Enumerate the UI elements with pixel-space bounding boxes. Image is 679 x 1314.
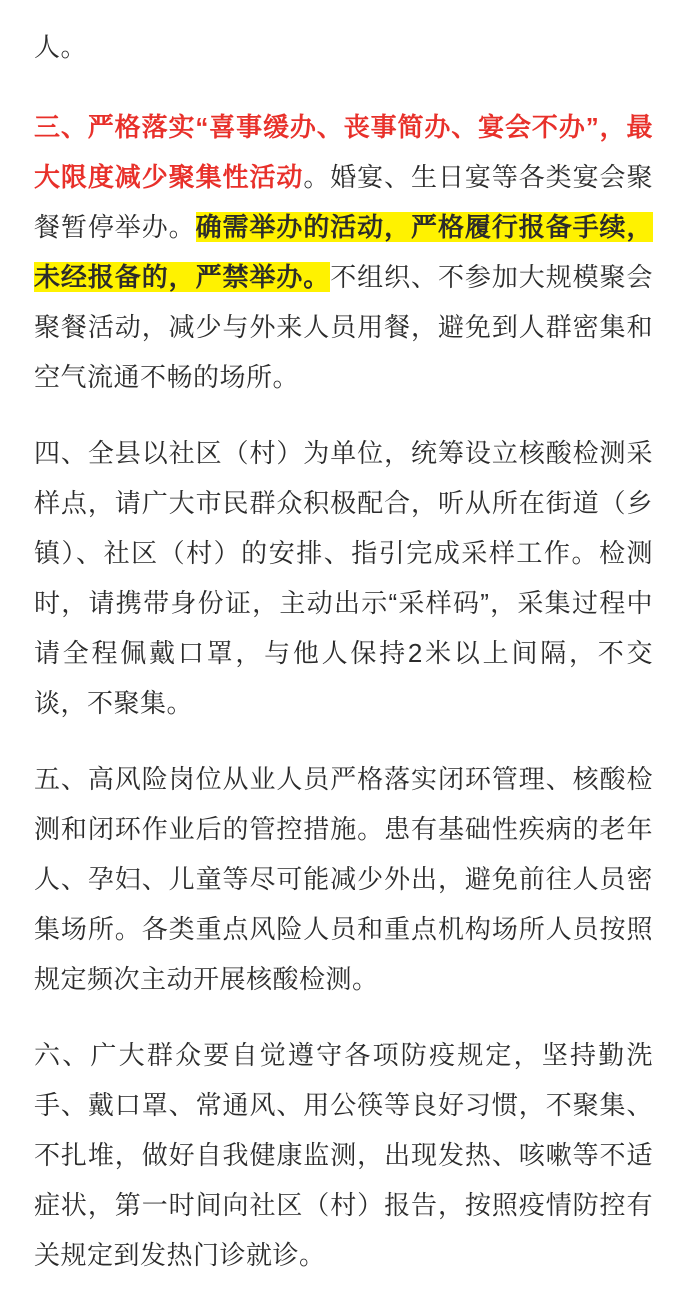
- paragraph-item-3: [34, 102, 653, 402]
- paragraph-item-5: [34, 754, 653, 1004]
- paragraph-item-4: [34, 428, 653, 728]
- text-run-highlight: 确需举办的活动，严格履行报备手续，未经报备的，严禁举办。: [34, 212, 653, 292]
- text-run: 。婚宴、生日宴等各类宴会聚餐暂停举办。: [34, 162, 653, 242]
- text-run: 人。: [34, 32, 88, 62]
- text-run: 不组织、不参加大规模聚会聚餐活动，减少与外来人员用餐，避免到人群密集和空气流通不畅的场所。: [34, 262, 653, 392]
- paragraph-item-6: [34, 1030, 653, 1280]
- text-run: 五、高风险岗位从业人员严格落实闭环管理、核酸检测和闭环作业后的管控措施。患有基础性疾病的老年人、孕妇、儿童等尽可能减少外出，避免前往人员密集场所。各类重点风险人员和重点机构场所人员按照规定频次主动开展核酸检测。: [34, 764, 653, 994]
- text-run: 四、全县以社区（村）为单位，统筹设立核酸检测采样点，请广大市民群众积极配合，听从所在街道（乡镇）、社区（村）的安排、指引完成采样工作。检测时，请携带身份证，主动出示“采样码”，采集过程中请全程佩戴口罩，与他人保持2米以上间隔，不交谈，不聚集。: [34, 438, 653, 718]
- text-run-emphasis: 三、严格落实“喜事缓办、丧事简办、宴会不办”，最大限度减少聚集性活动: [34, 112, 653, 192]
- paragraph-continuation: [34, 22, 653, 72]
- text-run: 六、广大群众要自觉遵守各项防疫规定，坚持勤洗手、戴口罩、常通风、用公筷等良好习惯，不聚集、不扎堆，做好自我健康监测，出现发热、咳嗽等不适症状，第一时间向社区（村）报告，按照疫情防控有关规定到发热门诊就诊。: [34, 1040, 653, 1270]
